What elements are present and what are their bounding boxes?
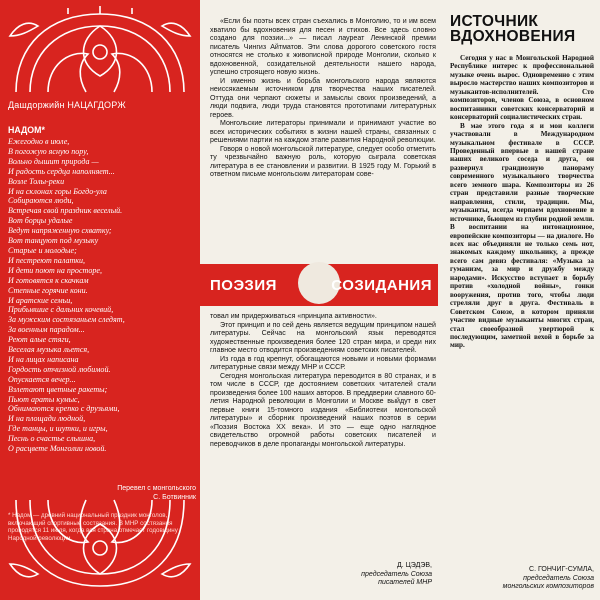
poem-line: И на склонах горы Богдо-ула	[8, 186, 107, 196]
poem-author: Дашдоржийн НАЦАГДОРЖ	[8, 100, 126, 110]
headline-word-creation: СОЗИДАНИЯ	[331, 277, 432, 294]
music-article-signature	[503, 566, 594, 592]
paragraph: «Если бы поэты всех стран съехались в Монголию, то и им всем хватило бы вдохновения для песен и стихов. Все здесь словно создано для поэзии...» — писал лауреат Ленинской премии писатель Чингиз Айтматов. Эти слова дорогого советского гостя относятся не столько к живописной природе Монголии, сколько к вдохновенной, созидательной деятельности нашего народа, успешно строящего новую жизнь.	[210, 18, 436, 76]
poem-line: Ежегодно в июле,	[8, 137, 70, 146]
poem-line: Ведут напряженную схватку;	[8, 226, 112, 236]
paragraph: Из года в год крепнут, обогащаются новыми и новыми формами литературные связи между МНР и СССР.	[210, 355, 436, 371]
article-signature	[361, 562, 432, 588]
paragraph: Монгольские литераторы принимали и принимают участие во всех исторических событиях в жизни нашей страны, связанных с решениями партии на каждом этапе развития Народной революции.	[210, 120, 436, 144]
paragraph: Сегодня монгольская литература переводится в 80 странах, и в том числе в СССР, где достоянием советских читателей стали произведения более 100 наших авторов. В преддверии славного 60-летия Народной революции в Монголии и Москве выйдут в свет первые книги 15-томного издания «Библиотеки монгольской литературы» и сборник произведений наших поэтов в серии «Поэзия Востока XX века». И это — еще одно наглядное свидетельство огромной работы советских писателей и переводчиков в деле пропаганды монгольской литературы.	[210, 372, 436, 448]
ornament-bottom	[8, 494, 192, 594]
poem-line: И на площади людной,	[8, 414, 86, 424]
poetry-article	[210, 0, 438, 600]
poem-line: Взлетают цветные ракеты;	[8, 384, 108, 394]
poem-line: Гордость отчизной любимой.	[8, 364, 111, 374]
poem-title: НАДОМ*	[8, 125, 45, 135]
paragraph: Сегодня у нас в Монгольской Народной Республике интерес к профессиональной музыке очень вырос. Одновременно с этим выросло мастерство наших композиторов и музыкантов-исполнителей. Сто композиторов, членов Союза, в основном воспитанники советских консерваторий и консерваторий социалистических стран.	[450, 54, 594, 122]
poem-line: Пьют араты кумыс,	[8, 394, 80, 404]
article-text-bottom	[210, 313, 436, 449]
paragraph: Говоря о новой монгольской литературе, следует особо отметить ту чрезвычайно важную роль, которую сыграла советская литература в ее становлении и развитии. В 1925 году М. Горький в ответном письме монгольским литераторам сове-	[210, 145, 436, 178]
poem-line: О расцвете Монголии новой.	[8, 444, 107, 454]
poem-line: Собираются люди,	[8, 196, 74, 206]
poem-line: Реют алые стяги,	[8, 335, 71, 345]
poem-line: Вольно дышит природа —	[8, 156, 99, 166]
music-article	[444, 0, 600, 600]
poem-line: Обнимаются крепко с друзьями,	[8, 404, 120, 414]
poem-line: И аратские семьи,	[8, 295, 73, 305]
translator-line: Перевел с монгольского	[117, 485, 196, 492]
poem-line: И на лицах написана	[8, 354, 79, 364]
poem-line: За мужским состязаньем следят,	[8, 315, 125, 325]
signature-name: С. ГОНЧИГ-СУМЛА,	[529, 566, 594, 573]
article-text-top	[210, 18, 436, 180]
signature-role: председатель Союза	[523, 574, 594, 582]
poem-line: И радость сердца наполняет...	[8, 166, 115, 176]
title-line: ВДОХНОВЕНИЯ	[450, 28, 576, 45]
signature-role: председатель Союза	[361, 570, 432, 578]
poem-line: Веселая музыка льется,	[8, 345, 90, 355]
headline-word-poetry: ПОЭЗИЯ	[210, 277, 277, 294]
poem-line: Опускается вечер...	[8, 374, 76, 384]
poem-line: Вот танцуют под музыку	[8, 236, 99, 246]
paragraph: товал им придерживаться «принципа активности».	[210, 313, 377, 320]
poem-line: Возле Толы-реки	[8, 176, 65, 186]
signature-role: монгольских композиторов	[502, 583, 594, 590]
footnote: * Надом — древний национальный праздник монголов, включающий спортивные состязания. В МНР состязания проводятся 11 июля, когда вся страна отмечает годовщину Народной революции.	[8, 512, 178, 542]
ornament-top	[8, 6, 192, 98]
paragraph: В мае этого года я и мои коллеги участвовали в Международном музыкальном фестивале в СССР. Проведенный впервые в нашей стране наших великого соседа и друга, он развернул грандиозную панораму современного музыкального творчества всего земного шара. Композиторы из 26 стран представили разные творческие направления, стили, традиции. Мы, музыканты, всегда черпаем вдохновение в источнике, бьющем из глубин родной земли. В воспитании на интонационное, европейские композиторы — на диалоге. Но всех нас объединяли не только семь нот, знакомых каждому школьнику, а прежде всего сам девиз фестиваля: «Музыка за гуманизм, за мир и дружбу между народами». Искусство вступает в борьбу против «холодной войны», гонки вооружения, против того, чтобы люди стреляли друг в друга. Фестиваль в Советском Союзе, в котором приняли участие видные музыканты многих стран, стал своеобразной увертюрой к последующим, заметной вехой в борьбе за мир.	[450, 121, 594, 350]
poem-line: Встречая свой праздник веселый.	[8, 206, 123, 216]
title-line: ИСТОЧНИК	[450, 13, 539, 30]
poem-line: Прибывшие с дальних кочевий,	[8, 305, 114, 315]
poem-text	[8, 137, 194, 454]
poem-line: За военным парадом...	[8, 325, 85, 335]
headline-banner	[200, 264, 438, 306]
poem-line: Где танцы, и шутки, и игры,	[8, 424, 108, 434]
poem-line: И пестреют палатки,	[8, 255, 86, 265]
article-title	[450, 14, 575, 44]
paragraph: И именно жизнь и борьба монгольского народа являются неиссякаемым источником для творчества наших писателей. Оттуда они черпают сюжеты и замыслы своих произведений, а люди подвига, люди труда становятся прототипами литературных героев.	[210, 77, 436, 119]
poem-line: Вот борцы удалые	[8, 216, 73, 226]
signature-role: писателей МНР	[378, 579, 432, 586]
paragraph: Этот принцип и по сей день является ведущим принципом нашей литературы. Сейчас на монгольский язык переводятся художественные произведения более 120 стран мира, и среди них главное место отводится произведениям советских писателей.	[210, 321, 436, 354]
signature-name: Д. ЦЭДЭВ,	[397, 562, 432, 569]
poem-line: И дети поют на просторе,	[8, 265, 102, 275]
poem-line: Песнь о счастье слышна,	[8, 434, 96, 444]
poem-line: Степные горячие кони.	[8, 285, 88, 295]
translator-name: С. Ботвинник	[153, 493, 196, 501]
poem-panel	[0, 0, 200, 600]
poem-line: В погожую ясную пору,	[8, 146, 89, 156]
poem-line: И готовятся к скачкам	[8, 275, 89, 285]
music-article-text	[450, 54, 594, 350]
poem-line: Старые и молодые;	[8, 245, 77, 255]
